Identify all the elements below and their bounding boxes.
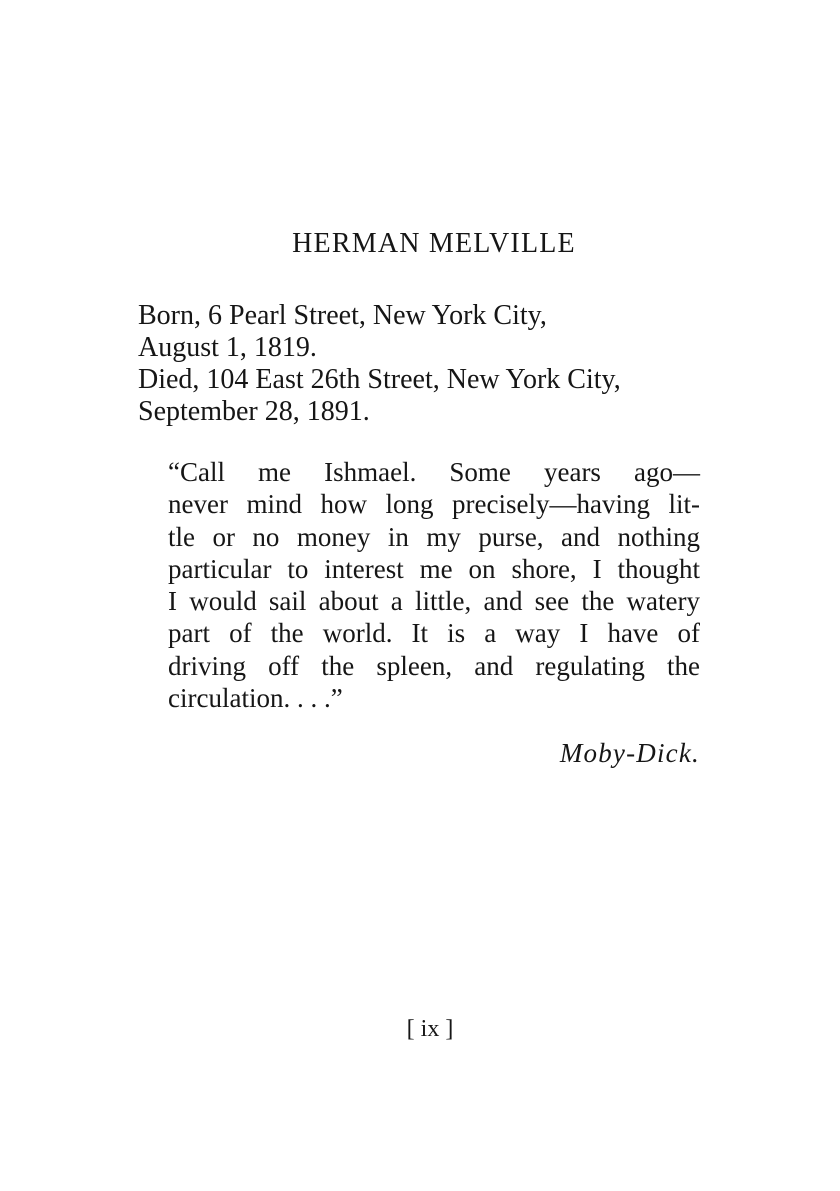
- quote-line: I would sail about a little, and see the watery: [168, 586, 700, 617]
- quote-line: driving off the spleen, and regulating the: [168, 650, 700, 681]
- death-date-line: September 28, 1891.: [138, 396, 370, 427]
- quote-line: never mind how long precisely—having lit-: [168, 489, 700, 520]
- birth-place-line: Born, 6 Pearl Street, New York City,: [138, 300, 547, 331]
- biographical-facts: [138, 300, 738, 428]
- page-number: [ ix ]: [406, 1016, 454, 1042]
- quote-line: tle or no money in my purse, and nothing: [168, 521, 700, 552]
- epigraph-quote: [168, 456, 700, 714]
- quote-line: particular to interest me on shore, I thought: [168, 553, 700, 584]
- quote-line: part of the world. It is a way I have of: [168, 618, 700, 649]
- page-title: HERMAN MELVILLE: [292, 228, 576, 259]
- quote-source: Moby-Dick.: [559, 738, 700, 768]
- death-place-line: Died, 104 East 26th Street, New York City,: [138, 364, 621, 395]
- birth-date-line: August 1, 1819.: [138, 332, 317, 363]
- quote-line: circulation. . . .”: [168, 683, 343, 714]
- quote-line: “Call me Ishmael. Some years ago—: [168, 457, 700, 487]
